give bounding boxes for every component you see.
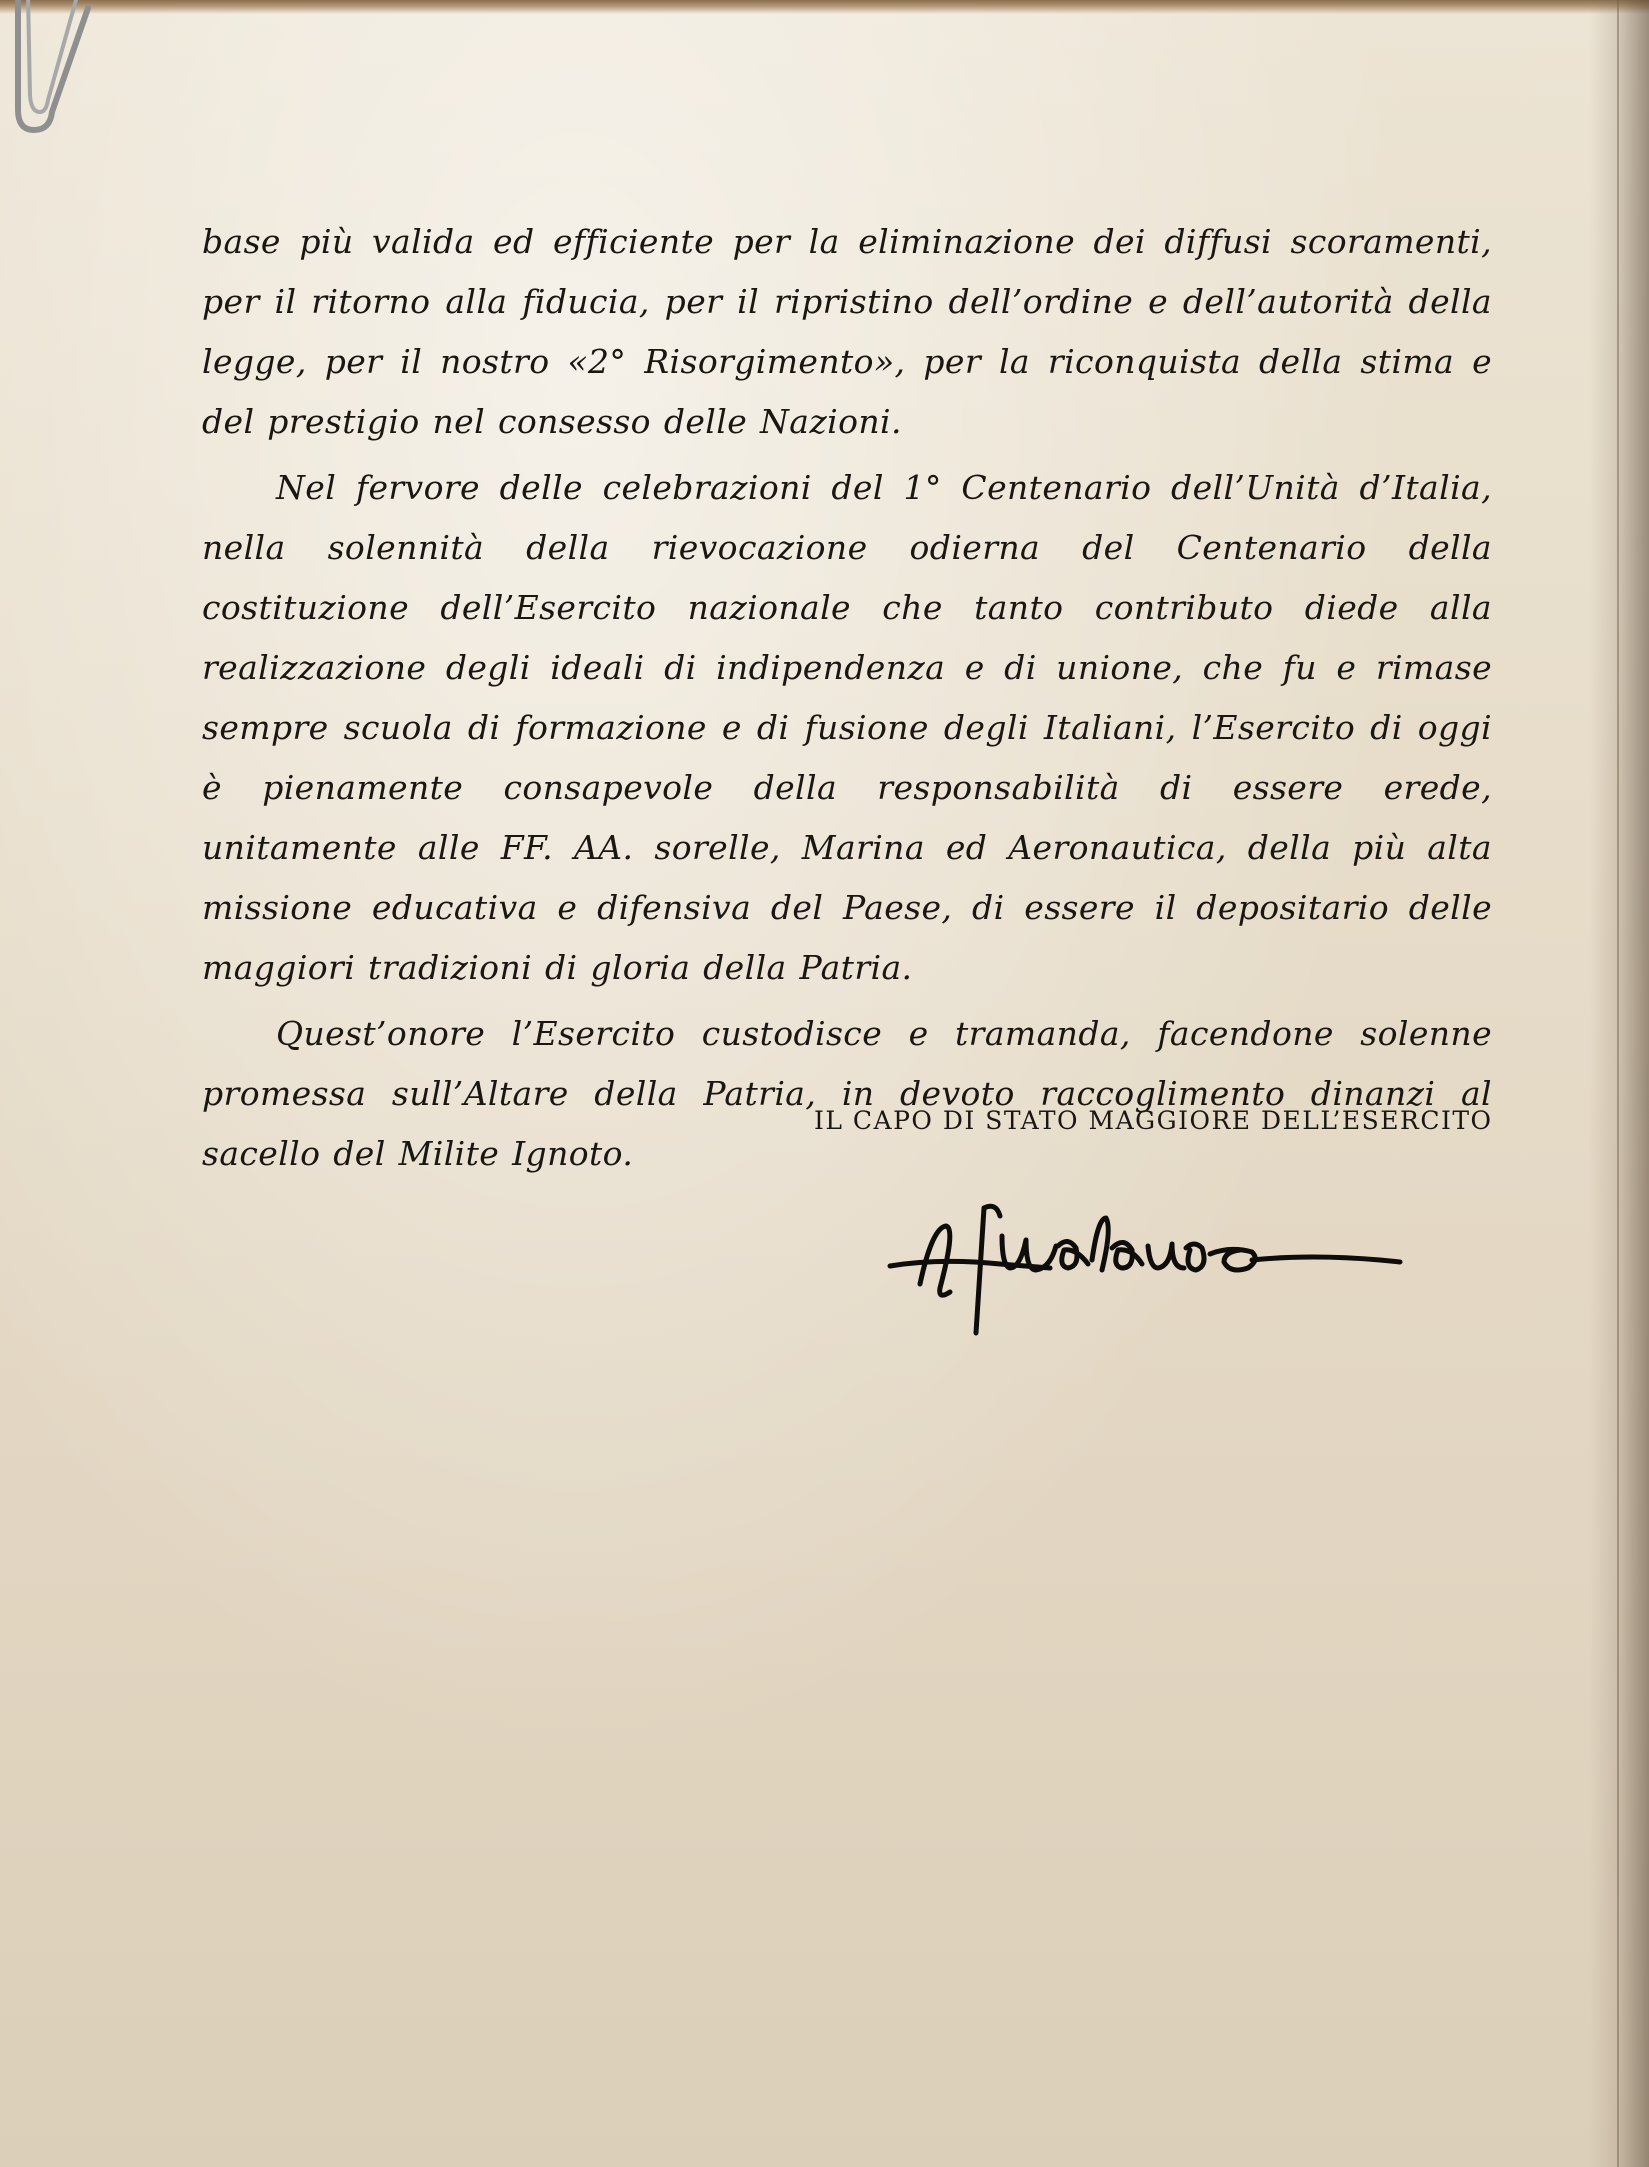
paragraph-1: base più valida ed efficiente per la eliminazione dei diffusi scoramenti, per il ritorno alla fiducia, per il ripristino dell’ordine e dell’autorità della legge, per il nostro «2° Risorgimento», per la riconquista della stima e del prestigio nel consesso delle Nazioni. <box>202 222 1492 441</box>
paperclip <box>0 0 100 180</box>
paragraph-3: Quest’onore l’Esercito custodisce e tramanda, facendone solenne promessa sull’Altare della Patria, in devoto raccoglimento dinanzi al sacello del Milite Ignoto. <box>202 1014 1492 1173</box>
paragraph-2: Nel fervore delle celebrazioni del 1° Centenario dell’Unità d’Italia, nella solennità della rievocazione odierna del Centenario della costituzione dell’Esercito nazionale che tanto contributo diede alla realizzazione degli ideali di indipendenza e di unione, che fu e rimase sempre scuola di formazione e di fusione degli Italiani, l’Esercito di oggi è pienamente consapevole della responsabilità di essere erede, unitamente alle FF. AA. sorelle, Marina ed Aeronautica, della più alta missione educativa e difensiva del Paese, di essere il depositario delle maggiori tradizioni di gloria della Patria. <box>202 468 1492 987</box>
page-edge-shadow <box>1589 0 1649 2167</box>
handwritten-signature <box>880 1188 1420 1348</box>
signatory-title: IL CAPO DI STATO MAGGIORE DELL’ESERCITO <box>814 1106 1493 1135</box>
letter-body <box>202 212 1492 1190</box>
page-top-edge <box>0 0 1649 14</box>
